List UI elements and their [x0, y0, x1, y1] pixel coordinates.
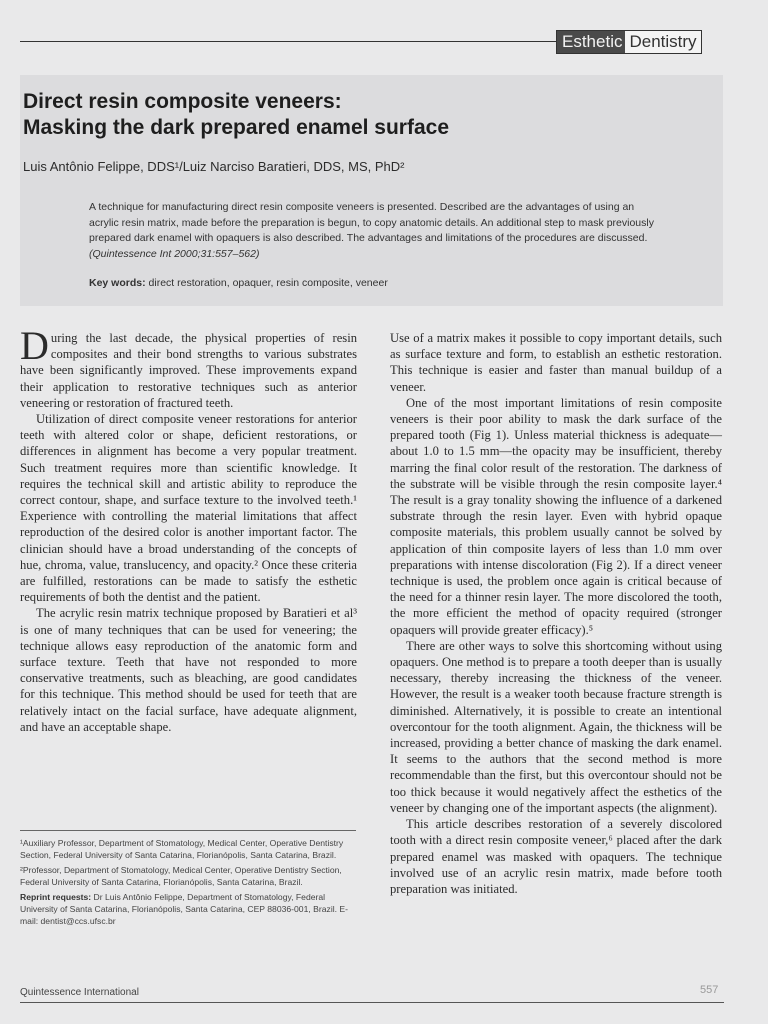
section-label-esthetic: Esthetic	[557, 31, 625, 53]
title-line-1: Direct resin composite veneers:	[23, 90, 342, 113]
footnote-rule	[20, 830, 356, 831]
page-number: 557	[700, 984, 719, 996]
footnote-affiliation-2: ²Professor, Department of Stomatology, Medical Center, Operative Dentistry Section, Federal University of Santa Catarina, Florianópolis, Santa Catarina, Brazil.	[20, 865, 342, 887]
section-tab	[556, 30, 702, 54]
section-label-dentistry: Dentistry	[625, 31, 700, 53]
paragraph: The acrylic resin matrix technique proposed by Baratieri et al³ is one of many techniques that can be used for veneering; the technique allows easy reproduction of the anatomic form and surface texture. Teeth that have not responded to more conservative treatments, such as bleaching, are good candidates for this technique. This method should be used for teeth that are relatively intact on the facial surface, have adequate alignment, and have an acceptable shape.	[20, 606, 357, 734]
authors: Luis Antônio Felippe, DDS¹/Luiz Narciso Baratieri, DDS, MS, PhD²	[23, 159, 405, 174]
reprint-requests	[20, 892, 360, 927]
paragraph: Use of a matrix makes it possible to copy important details, such as surface texture and form, to establish an esthetic restoration. This technique is easier and faster than manual buildup of a veneer.	[390, 331, 722, 394]
abstract-citation: (Quintessence Int 2000;31:557–562)	[89, 247, 260, 260]
paragraph: There are other ways to solve this shortcoming without using opaquers. One method is to prepare a tooth deeper than is usually necessary, thereby increasing the thickness of the veneer. However, the result is a weaker tooth because fracture strength is diminished. Alternatively, it is possible to create an intentional overcontour for the tooth alignment. Again, the thickness will be increased, providing a better chance of masking the dark enamel. It seems to the authors that the second method is more recommendable than the first, but this overcontour should not be too thick because it would negatively affect the esthetics of the veneer by changing one of the important aspects (the alignment).	[390, 638, 722, 815]
keywords-label: Key words:	[89, 277, 146, 289]
reprint-text: Dr Luis Antônio Felippe, Department of Stomatology, Federal University of Santa Catarina, Florianópolis, Santa Catarina, CEP 88036-001, Brazil. E-mail: dentist@ccs.ufsc.br	[20, 892, 349, 926]
footnote-affiliation-1: ¹Auxiliary Professor, Department of Stomatology, Medical Center, Operative Dentistry Section, Federal University of Santa Catarina, Florianópolis, Santa Catarina, Brazil.	[20, 838, 344, 860]
abstract-text: A technique for manufacturing direct resin composite veneers is presented. Described are the advantages of using an acrylic resin matrix, made before the preparation is begun, to copy anatomic details. An additional step to mask previously prepared dark enamel with opaquers is also described. The advantages and limitations of the procedures are discussed.	[89, 201, 654, 244]
title-line-2: Masking the dark prepared enamel surface	[23, 116, 449, 139]
abstract	[89, 200, 664, 262]
footnotes	[20, 838, 360, 931]
header-rule	[20, 41, 572, 42]
body-column-left	[20, 323, 357, 735]
paragraph	[20, 323, 357, 411]
keywords	[89, 277, 388, 289]
footer-rule	[20, 1002, 724, 1003]
paragraph: One of the most important limitations of resin composite veneers is their poor ability to mask the dark surface of the prepared tooth (Fig 1). Unless material thickness is adequate—about 1.0 to 1.5 mm—the opacity may be insufficient, thereby marring the final color result of the restoration. The darkness of the substrate will be visible through the resin composite layer.⁴ The result is a gray tonality showing the influence of a darkened substrate through the resin layer. Even with hybrid opaque composite materials, this problem usually cannot be solved by application of thin composite layers of less than 1.0 mm over preparations with intense discoloration (Fig 2). If a direct veneer technique is used, the problem once again is critical because of the need for a thinner resin layer. The more discolored the tooth, the more efficient the method of opacity required (stronger opaquers will provide greater efficacy).⁵	[390, 395, 722, 637]
keywords-text: direct restoration, opaquer, resin composite, veneer	[148, 277, 388, 289]
body-column-right	[390, 330, 722, 897]
article-title	[23, 89, 663, 141]
paragraph: This article describes restoration of a severely discolored tooth with a direct resin composite veneer,⁶ placed after the dark prepared enamel was masked with opaquers. The technique involved use of an acrylic resin matrix, made before tooth preparation was initiated.	[390, 817, 722, 896]
paragraph-text: uring the last decade, the physical properties of resin composites and their bond strengths to various substrates have been significantly improved. These improvements expand their application to restorative techniques such as anterior veneering or restoration of fractured teeth.	[20, 331, 357, 410]
reprint-label: Reprint requests:	[20, 892, 92, 903]
drop-cap: D	[20, 323, 49, 368]
paragraph: Utilization of direct composite veneer restorations for anterior teeth with altered color or shape, deficient restorations, or differences in alignment has become a very popular treatment. Such treatment requires more than scientific knowledge. It requires the technical skill and artistic ability to reproduce the correct contour, shape, and surface texture to the involved teeth.¹ Experience with controlling the material limitations that affect reproduction of the desired color is another important factor. The clinician should have a broad understanding of the concepts of hue, chroma, value, translucency, and opacity.² Once these criteria are fulfilled, restorations can be made to satisfy the esthetic requirements of both the dentist and the patient.	[20, 412, 357, 605]
journal-name: Quintessence International	[20, 987, 139, 998]
